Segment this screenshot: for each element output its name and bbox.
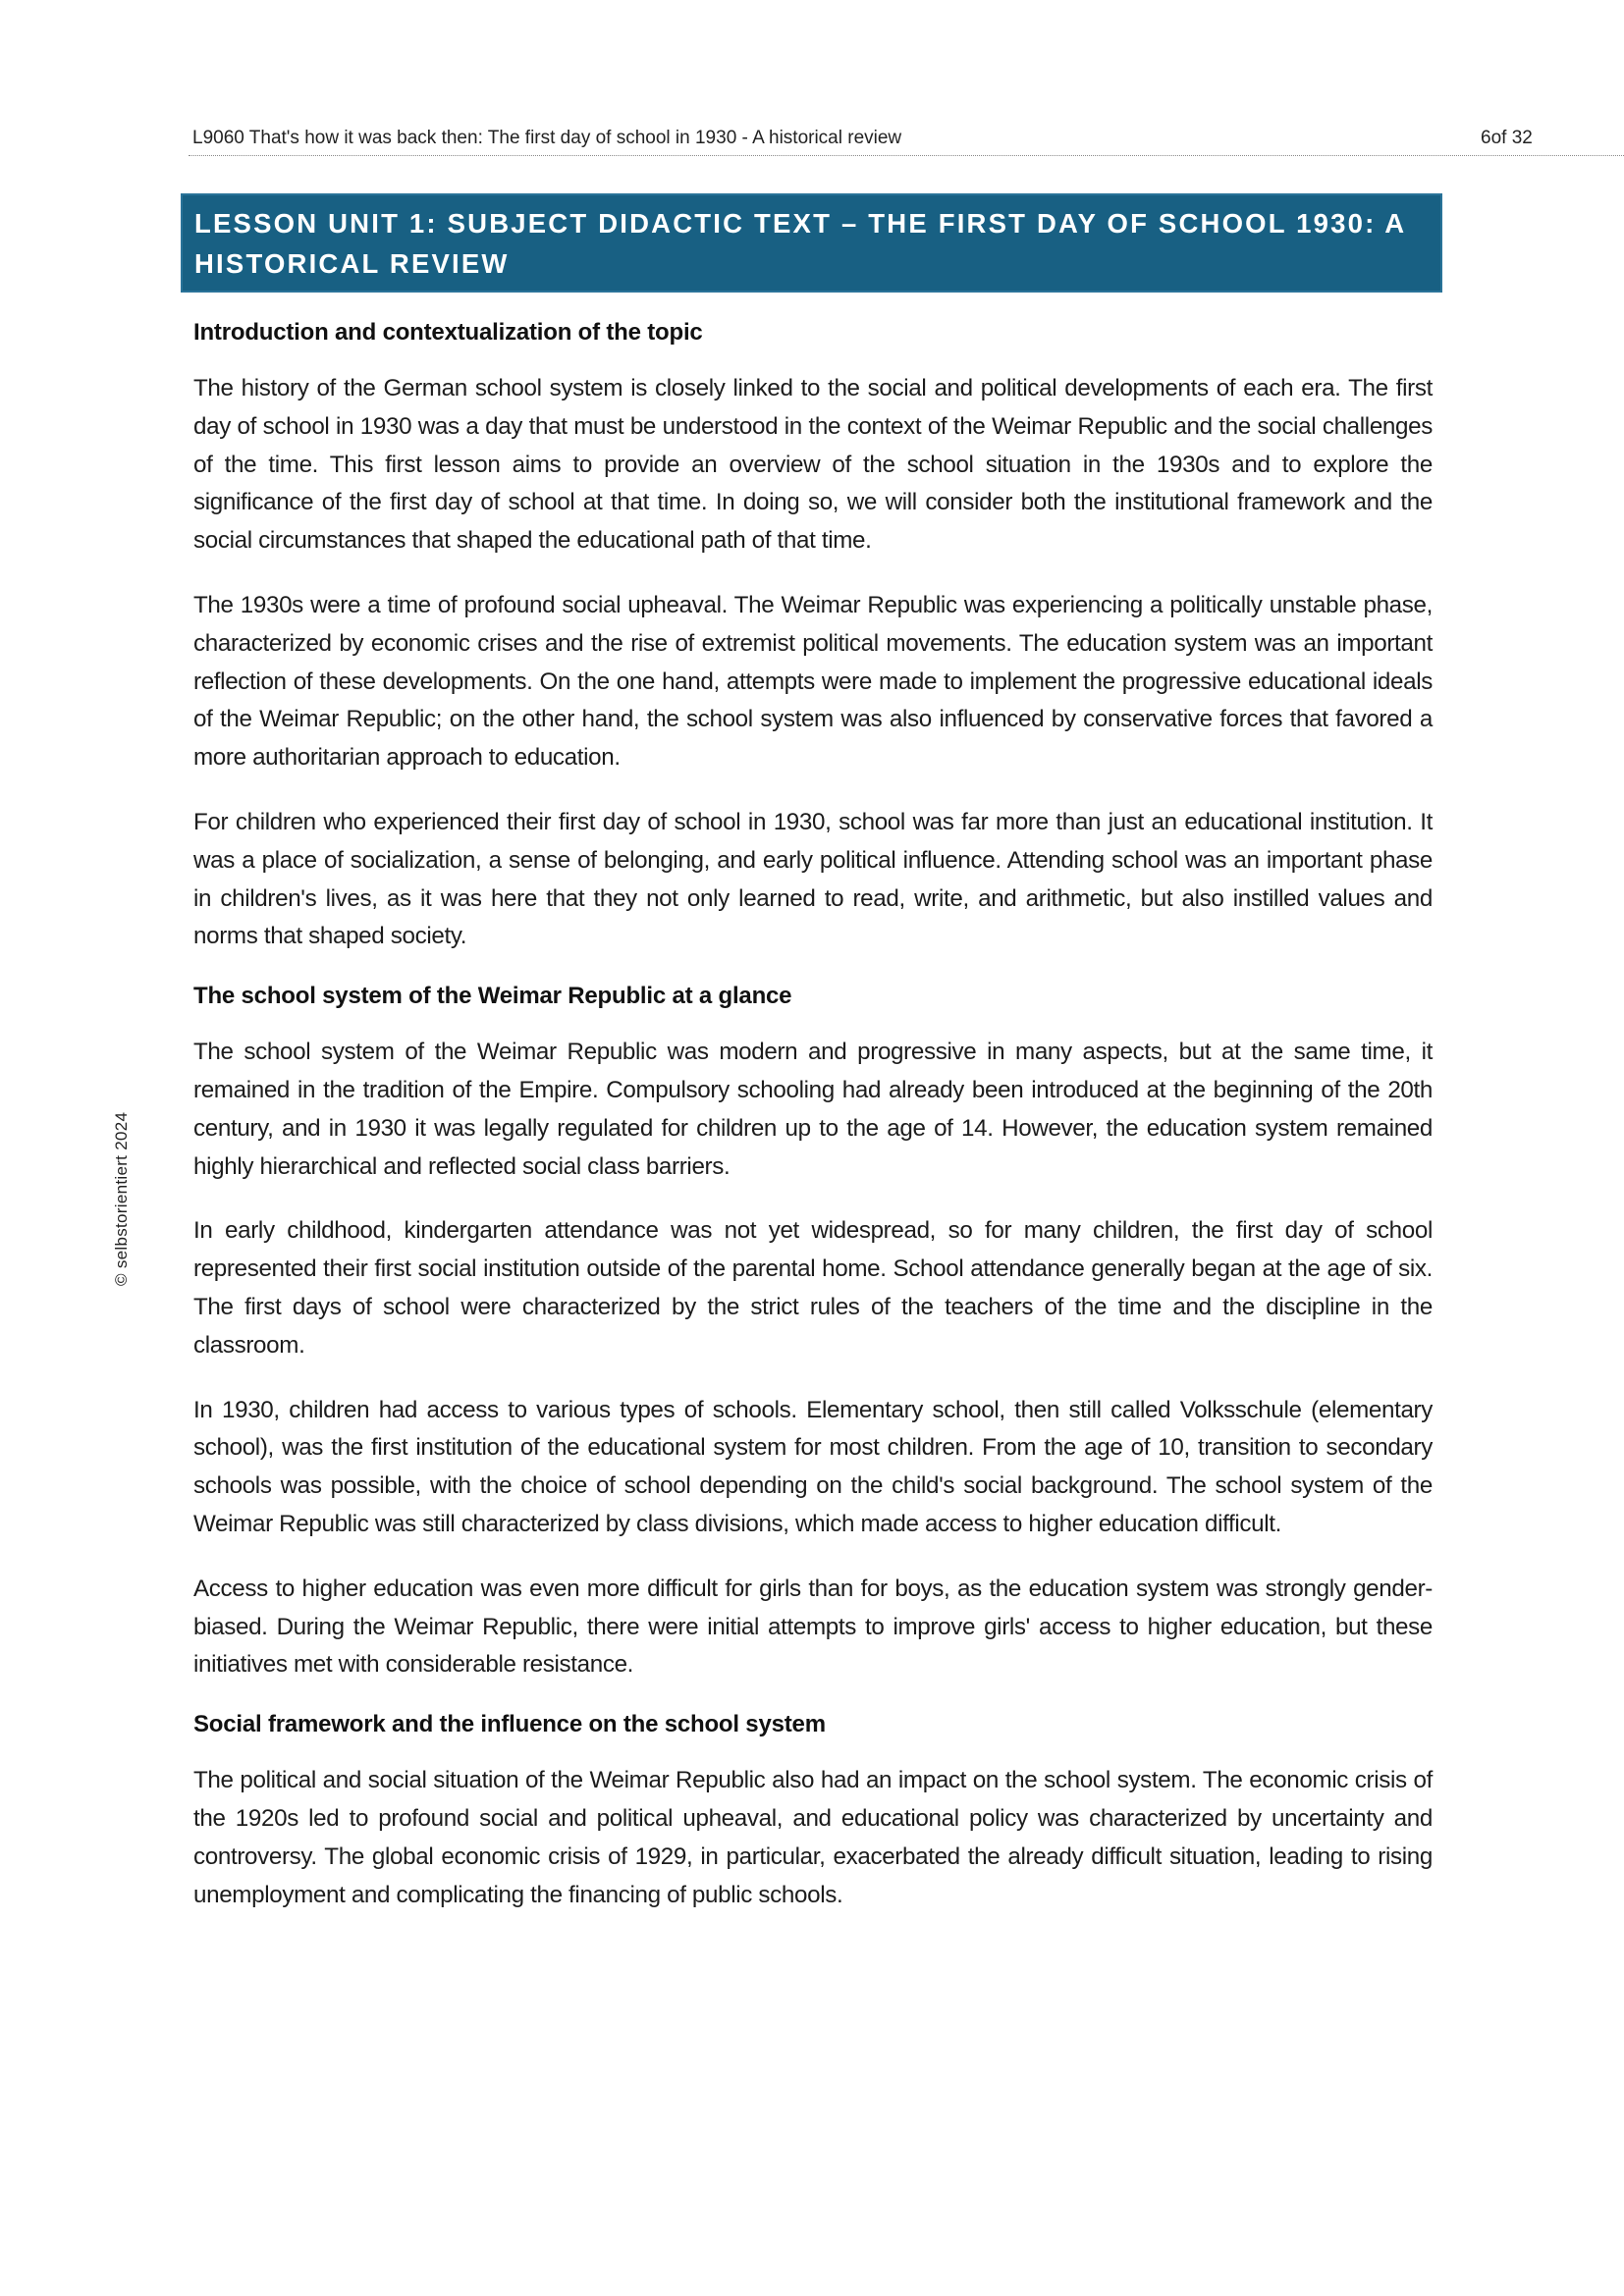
paragraph: The 1930s were a time of profound social upheaval. The Weimar Republic was experiencing a politically unstable phase, characterized by economic crises and the rise of extremist political movements. The education system was an important reflection of these developments. On the one hand, attempts were made to implement the progressive educational ideals of the Weimar Republic; on the other hand, the school system was also influenced by conservative forces that favored a more authoritarian approach to education.	[193, 591, 1433, 772]
lesson-banner	[181, 193, 1442, 293]
paragraph: For children who experienced their first day of school in 1930, school was far more than just an educational institution. It was a place of socialization, a sense of belonging, and early political influence. Attending school was an important phase in children's lives, as it was here that they not only learned to read, write, and arithmetic, but also instilled values and norms that shaped society.	[193, 808, 1433, 950]
lesson-title: LESSON UNIT 1: SUBJECT DIDACTIC TEXT – THE FIRST DAY OF SCHOOL 1930: A HISTORICAL REVIEW	[194, 208, 1406, 279]
paragraph: The school system of the Weimar Republic was modern and progressive in many aspects, but at the same time, it remained in the tradition of the Empire. Compulsory schooling had already been introduced at the beginning of the 20th century, and in 1930 it was legally regulated for children up to the age of 14. However, the education system remained highly hierarchical and reflected social class barriers.	[193, 1039, 1433, 1180]
section-heading: Social framework and the influence on the school system	[193, 1711, 826, 1738]
paragraph: The history of the German school system is closely linked to the social and political developments of each era. The first day of school in 1930 was a day that must be understood in the context of the Weimar Republic and the social challenges of the time. This first lesson aims to provide an overview of the school situation in the 1930s and to explore the significance of the first day of school at that time. In doing so, we will consider both the institutional framework and the social circumstances that shaped the educational path of that time.	[193, 375, 1433, 555]
section-social-framework	[193, 1711, 1433, 1914]
paragraph: Access to higher education was even more difficult for girls than for boys, as the education system was strongly gender-biased. During the Weimar Republic, there were initial attempts to improve girls' access to higher education, but these initiatives met with considerable resistance.	[193, 1575, 1433, 1679]
page-indicator: 6of 32	[1481, 128, 1533, 148]
copyright-notice: © selbstorientiert 2024	[112, 1111, 131, 1286]
section-heading: Introduction and contextualization of the topic	[193, 319, 703, 346]
section-introduction	[193, 319, 1433, 956]
paragraph: In 1930, children had access to various types of schools. Elementary school, then still called Volksschule (elementary school), was the first institution of the educational system for most children. From the age of 10, transition to secondary schools was possible, with the choice of school depending on the child's social background. The school system of the Weimar Republic was still characterized by class divisions, which made access to higher education difficult.	[193, 1396, 1433, 1537]
document-title: L9060 That's how it was back then: The first day of school in 1930 - A historical review	[192, 128, 902, 148]
section-school-system	[193, 983, 1433, 1684]
document-body	[193, 319, 1433, 1941]
paragraph: The political and social situation of the Weimar Republic also had an impact on the school system. The economic crisis of the 1920s led to profound social and political upheaval, and educational policy was characterized by uncertainty and controversy. The global economic crisis of 1929, in particular, exacerbated the already difficult situation, leading to rising unemployment and complicating the financing of public schools.	[193, 1767, 1433, 1908]
running-header	[189, 126, 1624, 156]
paragraph: In early childhood, kindergarten attendance was not yet widespread, so for many children, the first day of school represented their first social institution outside of the parental home. School attendance generally began at the age of six. The first days of school were characterized by the strict rules of the teachers of the time and the discipline in the classroom.	[193, 1217, 1433, 1359]
section-heading: The school system of the Weimar Republic at a glance	[193, 983, 792, 1010]
